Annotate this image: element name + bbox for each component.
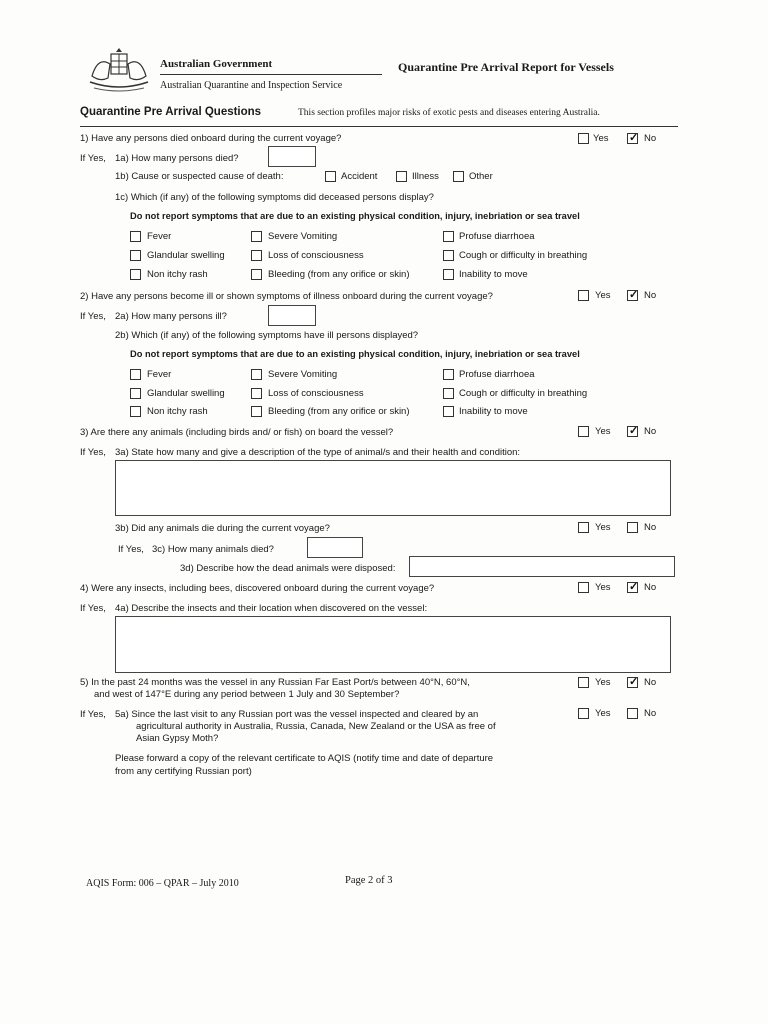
- q1-symptom-inability-checkbox[interactable]: [443, 269, 454, 280]
- q1-symptom-rash-checkbox[interactable]: [130, 269, 141, 280]
- q4-yes-label: Yes: [595, 582, 611, 593]
- q2-no-label: No: [644, 290, 657, 301]
- q5a-no-label: No: [644, 708, 657, 719]
- q4-no-label: No: [644, 582, 657, 593]
- q1-symptom-diarrhoea-checkbox[interactable]: [443, 231, 454, 242]
- section-description: This section profiles major risks of exotic pests and diseases entering Australia.: [298, 108, 600, 118]
- q3a-text: 3a) State how many and give a description of the type of animal/s and their health and condition:: [115, 447, 521, 458]
- q1b-accident-label: Accident: [341, 171, 378, 182]
- q1-symptom-consciousness-checkbox[interactable]: [251, 250, 262, 261]
- q5-yes-label: Yes: [595, 677, 611, 688]
- q2-symptom-label: Severe Vomiting: [268, 369, 338, 380]
- q1-symptom-label: Profuse diarrhoea: [459, 231, 535, 242]
- q3d-disposal-input[interactable]: [409, 556, 675, 577]
- q3b-yes-checkbox[interactable]: [578, 522, 589, 533]
- q4a-text: 4a) Describe the insects and their location when discovered on the vessel:: [115, 603, 428, 614]
- q3c-text: 3c) How many animals died?: [152, 544, 274, 555]
- q1b-accident-checkbox[interactable]: [325, 171, 336, 182]
- q1b-illness-label: Illness: [412, 171, 439, 182]
- q5-forward-line1: Please forward a copy of the relevant certificate to AQIS (notify time and date of departure: [115, 753, 494, 764]
- q1-if-yes: If Yes,: [80, 153, 106, 164]
- q5a-yes-label: Yes: [595, 708, 611, 719]
- q2-symptom-cough-checkbox[interactable]: [443, 388, 454, 399]
- q1b-illness-checkbox[interactable]: [396, 171, 407, 182]
- form-identifier: AQIS Form: 006 – QPAR – July 2010: [86, 878, 239, 889]
- q3b-yes-label: Yes: [595, 522, 611, 533]
- q3-yes-label: Yes: [595, 426, 611, 437]
- q3-no-label: No: [644, 426, 657, 437]
- q3b-no-label: No: [644, 522, 657, 533]
- q2a-persons-ill-input[interactable]: [268, 305, 316, 326]
- q2-yes-checkbox[interactable]: [578, 290, 589, 301]
- q5-text-line2: and west of 147°E during any period between 1 July and 30 September?: [94, 689, 400, 700]
- q2-symptom-glandular-checkbox[interactable]: [130, 388, 141, 399]
- q2-symptom-label: Fever: [147, 369, 172, 380]
- q2-symptom-label: Bleeding (from any orifice or skin): [268, 406, 410, 417]
- q2-symptom-rash-checkbox[interactable]: [130, 406, 141, 417]
- q1c-text: 1c) Which (if any) of the following symptoms did deceased persons display?: [115, 192, 434, 203]
- q1a-text: 1a) How many persons died?: [115, 153, 239, 164]
- q4-no-checkbox[interactable]: [627, 582, 638, 593]
- q2-symptom-label: Loss of consciousness: [268, 388, 364, 399]
- q2-if-yes: If Yes,: [80, 311, 106, 322]
- q2-symptom-label: Inability to move: [459, 406, 528, 417]
- q2b-text: 2b) Which (if any) of the following symptoms have ill persons displayed?: [115, 330, 419, 341]
- q2-symptom-fever-checkbox[interactable]: [130, 369, 141, 380]
- q5a-text-line1: 5a) Since the last visit to any Russian port was the vessel inspected and cleared by an: [115, 709, 479, 720]
- q3-text: 3) Are there any animals (including birds and/ or fish) on board the vessel?: [80, 427, 394, 438]
- q2-symptom-bleeding-checkbox[interactable]: [251, 406, 262, 417]
- q5-no-checkbox[interactable]: [627, 677, 638, 688]
- section-divider: [80, 126, 678, 127]
- q1b-text: 1b) Cause or suspected cause of death:: [115, 171, 284, 182]
- q5a-no-checkbox[interactable]: [627, 708, 638, 719]
- q4-yes-checkbox[interactable]: [578, 582, 589, 593]
- q2-yes-label: Yes: [595, 290, 611, 301]
- q2a-text: 2a) How many persons ill?: [115, 311, 227, 322]
- q3-if-yes: If Yes,: [80, 447, 106, 458]
- header-divider: [160, 74, 382, 75]
- q1-no-checkbox[interactable]: [627, 133, 638, 144]
- q3a-animals-description-textarea[interactable]: [115, 460, 671, 516]
- q4-text: 4) Were any insects, including bees, discovered onboard during the current voyage?: [80, 583, 435, 594]
- q3b-no-checkbox[interactable]: [627, 522, 638, 533]
- government-name: Australian Government: [160, 58, 273, 70]
- page-number: Page 2 of 3: [345, 875, 393, 886]
- q5-forward-line2: from any certifying Russian port): [115, 766, 252, 777]
- q2-text: 2) Have any persons become ill or shown symptoms of illness onboard during the current voyage?: [80, 291, 493, 302]
- q2-symptom-label: Non itchy rash: [147, 406, 208, 417]
- q1-symptom-fever-checkbox[interactable]: [130, 231, 141, 242]
- q4-if-yes: If Yes,: [80, 603, 106, 614]
- q5-yes-checkbox[interactable]: [578, 677, 589, 688]
- q1-symptom-glandular-checkbox[interactable]: [130, 250, 141, 261]
- q5-if-yes: If Yes,: [80, 709, 106, 720]
- q1b-other-label: Other: [469, 171, 493, 182]
- q1b-other-checkbox[interactable]: [453, 171, 464, 182]
- q2-symptom-label: Glandular swelling: [147, 388, 225, 399]
- q2-symptom-note: Do not report symptoms that are due to an existing physical condition, injury, inebriation or sea travel: [130, 349, 580, 359]
- document-title: Quarantine Pre Arrival Report for Vessels: [398, 60, 614, 74]
- q1-symptom-label: Inability to move: [459, 269, 528, 280]
- q1-symptom-label: Glandular swelling: [147, 250, 225, 261]
- section-title: Quarantine Pre Arrival Questions: [80, 106, 262, 118]
- q3d-text: 3d) Describe how the dead animals were disposed:: [180, 563, 396, 574]
- q1-symptom-label: Severe Vomiting: [268, 231, 338, 242]
- q2-symptom-inability-checkbox[interactable]: [443, 406, 454, 417]
- q2-symptom-label: Profuse diarrhoea: [459, 369, 535, 380]
- q1-symptom-cough-checkbox[interactable]: [443, 250, 454, 261]
- q5a-text-line2: agricultural authority in Australia, Russia, Canada, New Zealand or the USA as free of: [136, 721, 496, 732]
- q3-yes-checkbox[interactable]: [578, 426, 589, 437]
- q1-text: 1) Have any persons died onboard during the current voyage?: [80, 133, 342, 144]
- q2-symptom-consciousness-checkbox[interactable]: [251, 388, 262, 399]
- q1-yes-label: Yes: [593, 133, 609, 144]
- q1-symptom-label: Fever: [147, 231, 172, 242]
- q1-symptom-bleeding-checkbox[interactable]: [251, 269, 262, 280]
- coat-of-arms-icon: [84, 46, 154, 96]
- q3c-animals-died-input[interactable]: [307, 537, 363, 558]
- q2-symptom-diarrhoea-checkbox[interactable]: [443, 369, 454, 380]
- q5a-yes-checkbox[interactable]: [578, 708, 589, 719]
- q5-no-label: No: [644, 677, 657, 688]
- q1-symptom-label: Loss of consciousness: [268, 250, 364, 261]
- q1a-persons-died-input[interactable]: [268, 146, 316, 167]
- q1-symptom-vomiting-checkbox[interactable]: [251, 231, 262, 242]
- q1-symptom-label: Non itchy rash: [147, 269, 208, 280]
- q5a-text-line3: Asian Gypsy Moth?: [136, 733, 219, 744]
- q2-symptom-label: Cough or difficulty in breathing: [459, 388, 588, 399]
- q1-symptom-note: Do not report symptoms that are due to an existing physical condition, injury, inebriation or sea travel: [130, 211, 580, 221]
- q5-text-line1: 5) In the past 24 months was the vessel in any Russian Far East Port/s between 40°N, 60°N,: [80, 677, 470, 688]
- q1-symptom-label: Bleeding (from any orifice or skin): [268, 269, 410, 280]
- q4a-insects-description-textarea[interactable]: [115, 616, 671, 673]
- q2-no-checkbox[interactable]: [627, 290, 638, 301]
- service-name: Australian Quarantine and Inspection Service: [160, 80, 343, 91]
- q1-yes-checkbox[interactable]: [578, 133, 589, 144]
- q1-no-label: No: [644, 133, 657, 144]
- q2-symptom-vomiting-checkbox[interactable]: [251, 369, 262, 380]
- q3c-if-yes: If Yes,: [118, 544, 144, 555]
- q3-no-checkbox[interactable]: [627, 426, 638, 437]
- q1-symptom-label: Cough or difficulty in breathing: [459, 250, 588, 261]
- q3b-text: 3b) Did any animals die during the current voyage?: [115, 523, 330, 534]
